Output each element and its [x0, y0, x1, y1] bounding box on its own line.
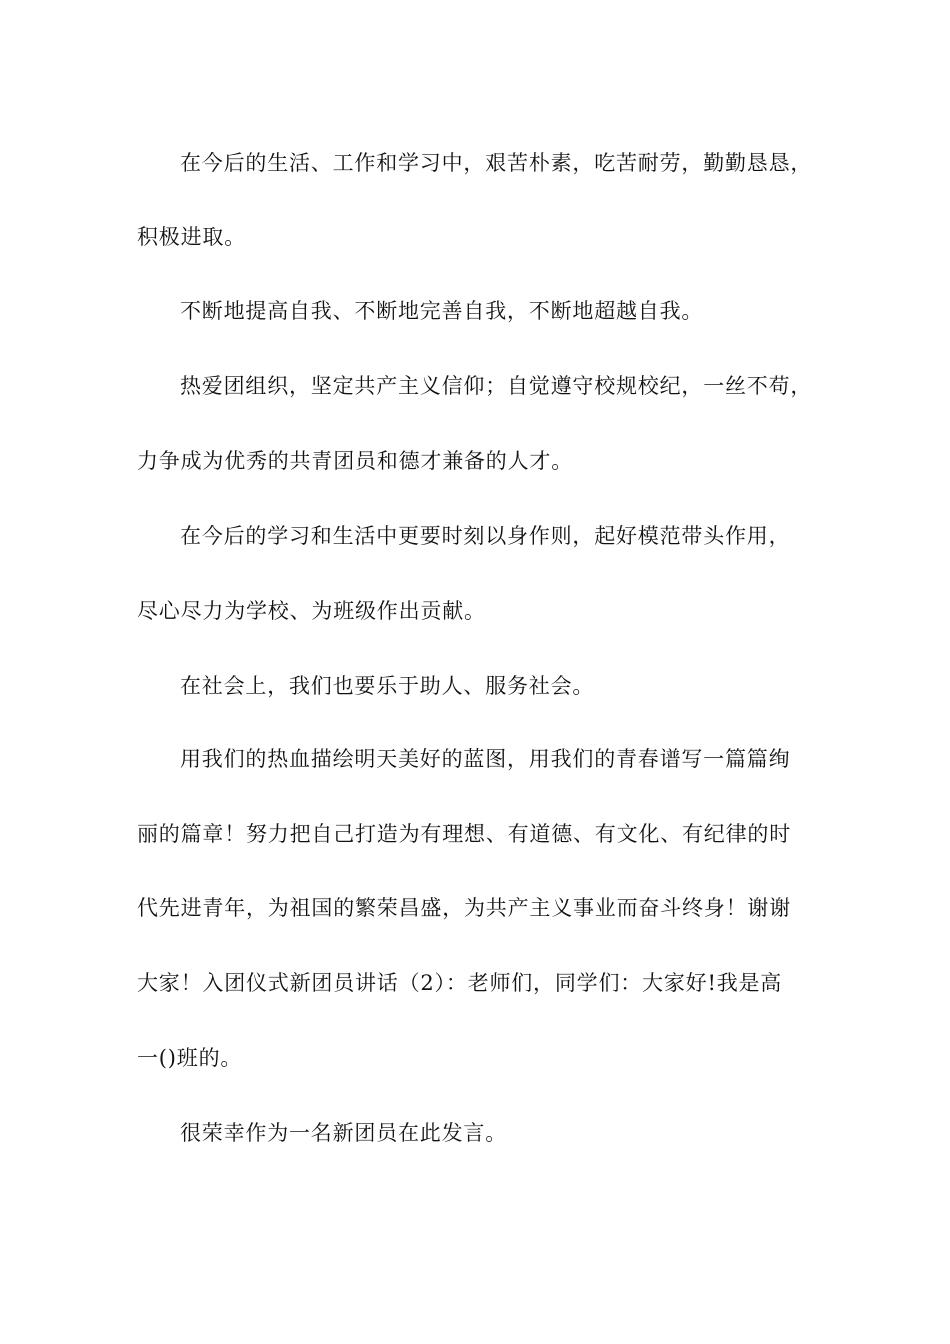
- text-line: 热爱团组织，坚定共产主义信仰；自觉遵守校规校纪，一丝不苟，: [180, 374, 813, 398]
- text-line: 用我们的热血描绘明天美好的蓝图，用我们的青春谱写一篇篇绚: [180, 747, 791, 771]
- text-line: 代先进青年，为祖国的繁荣昌盛，为共产主义事业而奋斗终身！谢谢: [137, 896, 791, 920]
- text-line: 很荣幸作为一名新团员在此发言。: [180, 1121, 507, 1145]
- text-line: 在社会上，我们也要乐于助人、服务社会。: [180, 674, 595, 698]
- text-line: 力争成为优秀的共青团员和德才兼备的人才。: [137, 449, 573, 473]
- text-line: 在今后的生活、工作和学习中，艰苦朴素，吃苦耐劳，勤勤恳恳，: [180, 151, 813, 175]
- text-line: 在今后的学习和生活中更要时刻以身作则，起好模范带头作用，: [180, 524, 791, 548]
- text-line: 一()班的。: [137, 1046, 243, 1070]
- text-line: 不断地提高自我、不断地完善自我，不断地超越自我。: [180, 299, 704, 323]
- text-line: 积极进取。: [137, 225, 246, 249]
- text-line: 丽的篇章！努力把自己打造为有理想、有道德、有文化、有纪律的时: [137, 822, 791, 846]
- text-line: 大家！入团仪式新团员讲话（2）：老师们，同学们：大家好!我是高: [137, 971, 783, 995]
- text-line: 尽心尽力为学校、为班级作出贡献。: [137, 599, 486, 623]
